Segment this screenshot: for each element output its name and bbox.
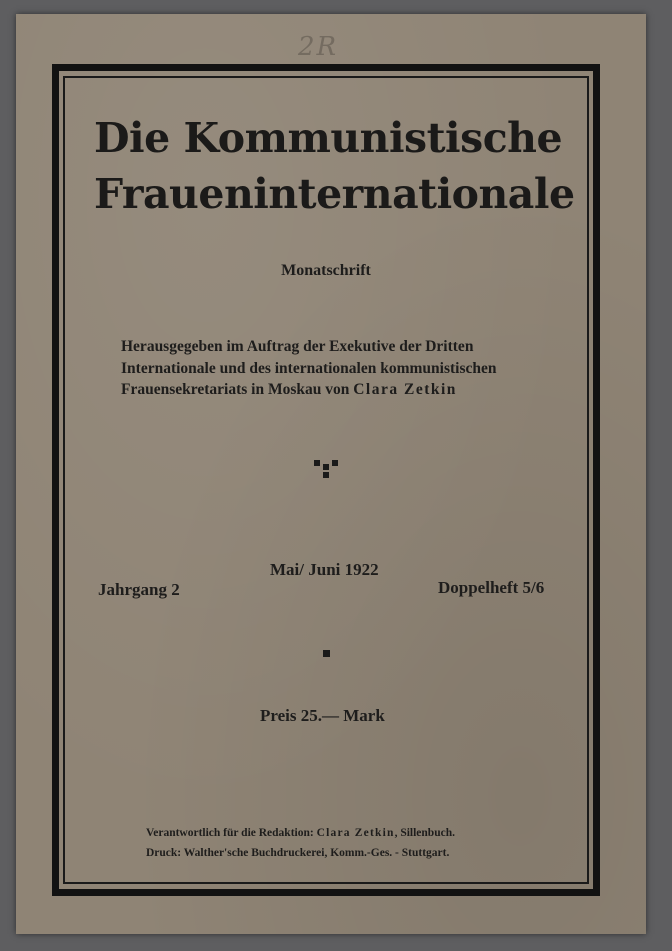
footer-line-1-prefix: Verantwortlich für die Redaktion: [146, 827, 317, 839]
title-line-1: Die Kommunistische [94, 114, 563, 162]
imprint-footer [146, 823, 455, 863]
ornament-icon [314, 460, 342, 480]
footer-line-1-suffix: , Sillenbuch. [394, 827, 455, 839]
handwritten-mark: 2R [298, 32, 339, 62]
title-line-2: Fraueninternationale [94, 170, 575, 218]
footer-line-1 [146, 823, 455, 843]
dot-ornament-icon [323, 650, 330, 657]
publisher-statement [121, 336, 561, 401]
cover-title [94, 110, 574, 222]
publisher-line-3 [121, 379, 561, 401]
price-label: Preis 25.— Mark [260, 706, 385, 725]
subtitle: Monatschrift [281, 262, 371, 279]
publisher-line-1: Herausgegeben im Auftrag der Exekutive der Dritten [121, 338, 474, 355]
publisher-line-2: Internationale und des internationalen kommunistischen [121, 359, 497, 377]
issue-number: Doppelheft 5/6 [438, 578, 545, 597]
issue-date: Mai/ Juni 1922 [270, 560, 379, 579]
volume-label: Jahrgang 2 [98, 580, 180, 599]
footer-editor-name: Clara Zetkin [316, 827, 395, 839]
publisher-line-3-prefix: Frauensekretariats in Moskau von [121, 381, 354, 398]
editor-name: Clara Zetkin [353, 381, 457, 398]
footer-line-2: Druck: Walther'sche Buchdruckerei, Komm.-Ges. - Stuttgart. [146, 847, 450, 859]
